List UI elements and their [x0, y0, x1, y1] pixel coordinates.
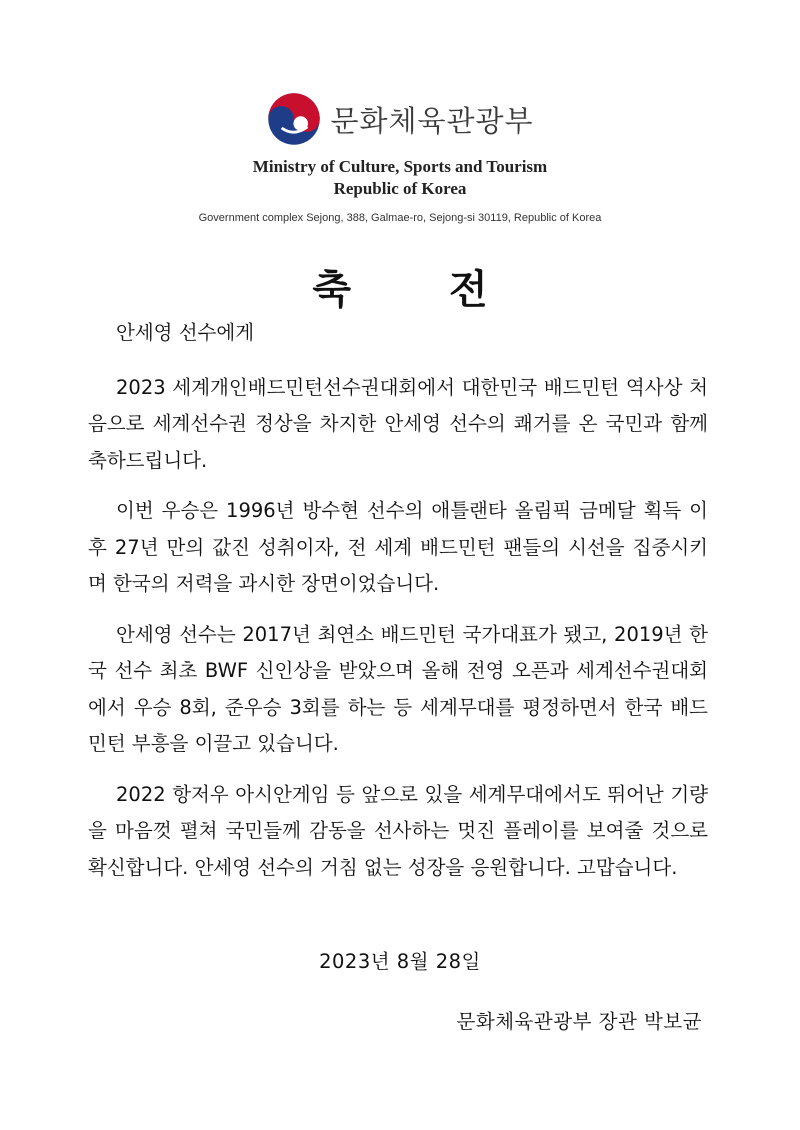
salutation: 안세영 선수에게 [116, 321, 255, 344]
ministry-name-korean: 문화체육관광부 [330, 103, 534, 138]
letter-title: 축 전 [312, 267, 530, 313]
letterhead [0, 88, 800, 224]
letter-body [88, 315, 708, 900]
paragraph-3: 안세영 선수는 2017년 최연소 배드민턴 국가대표가 됐고, 2019년 한국 선수 최초 BWF 신인상을 받았으며 올해 전영 오픈과 세계선수권대회에서 우승 8회, 준우승 3회를 하는 등 세계무대를 평정하면서 한국 배드민턴 부흥을 이끌고 있습니다. [88, 622, 708, 755]
logo [266, 88, 533, 150]
signature: 문화체육관광부 장관 박보균 [456, 1010, 702, 1033]
paragraph-2: 이번 우승은 1996년 방수현 선수의 애틀랜타 올림픽 금메달 획득 이후 27년 만의 값진 성취이자, 전 세계 배드민턴 팬들의 시선을 집중시키며 한국의 저력을 과시한 장면이었습니다. [88, 499, 708, 595]
republic-name: Republic of Korea [333, 179, 467, 198]
taegeuk-emblem-icon [266, 91, 322, 147]
ministry-address: Government complex Sejong, 388, Galmae-ro, Sejong-si 30119, Republic of Korea [198, 212, 602, 224]
letter-date: 2023년 8월 28일 [319, 950, 481, 973]
paragraph-4: 2022 항저우 아시안게임 등 앞으로 있을 세계무대에서도 뛰어난 기량을 마음껏 펼쳐 국민들께 감동을 선사하는 멋진 플레이를 보여줄 것으로 확신합니다. 안세영 선수의 거침 없는 성장을 응원합니다. 고맙습니다. [88, 782, 708, 879]
paragraph-1: 2023 세계개인배드민턴선수권대회에서 대한민국 배드민턴 역사상 처음으로 세계선수권 정상을 차지한 안세영 선수의 쾌거를 온 국민과 함께 축하드립니다. [88, 375, 708, 472]
ministry-name-english: Ministry of Culture, Sports and Tourism [252, 157, 548, 176]
